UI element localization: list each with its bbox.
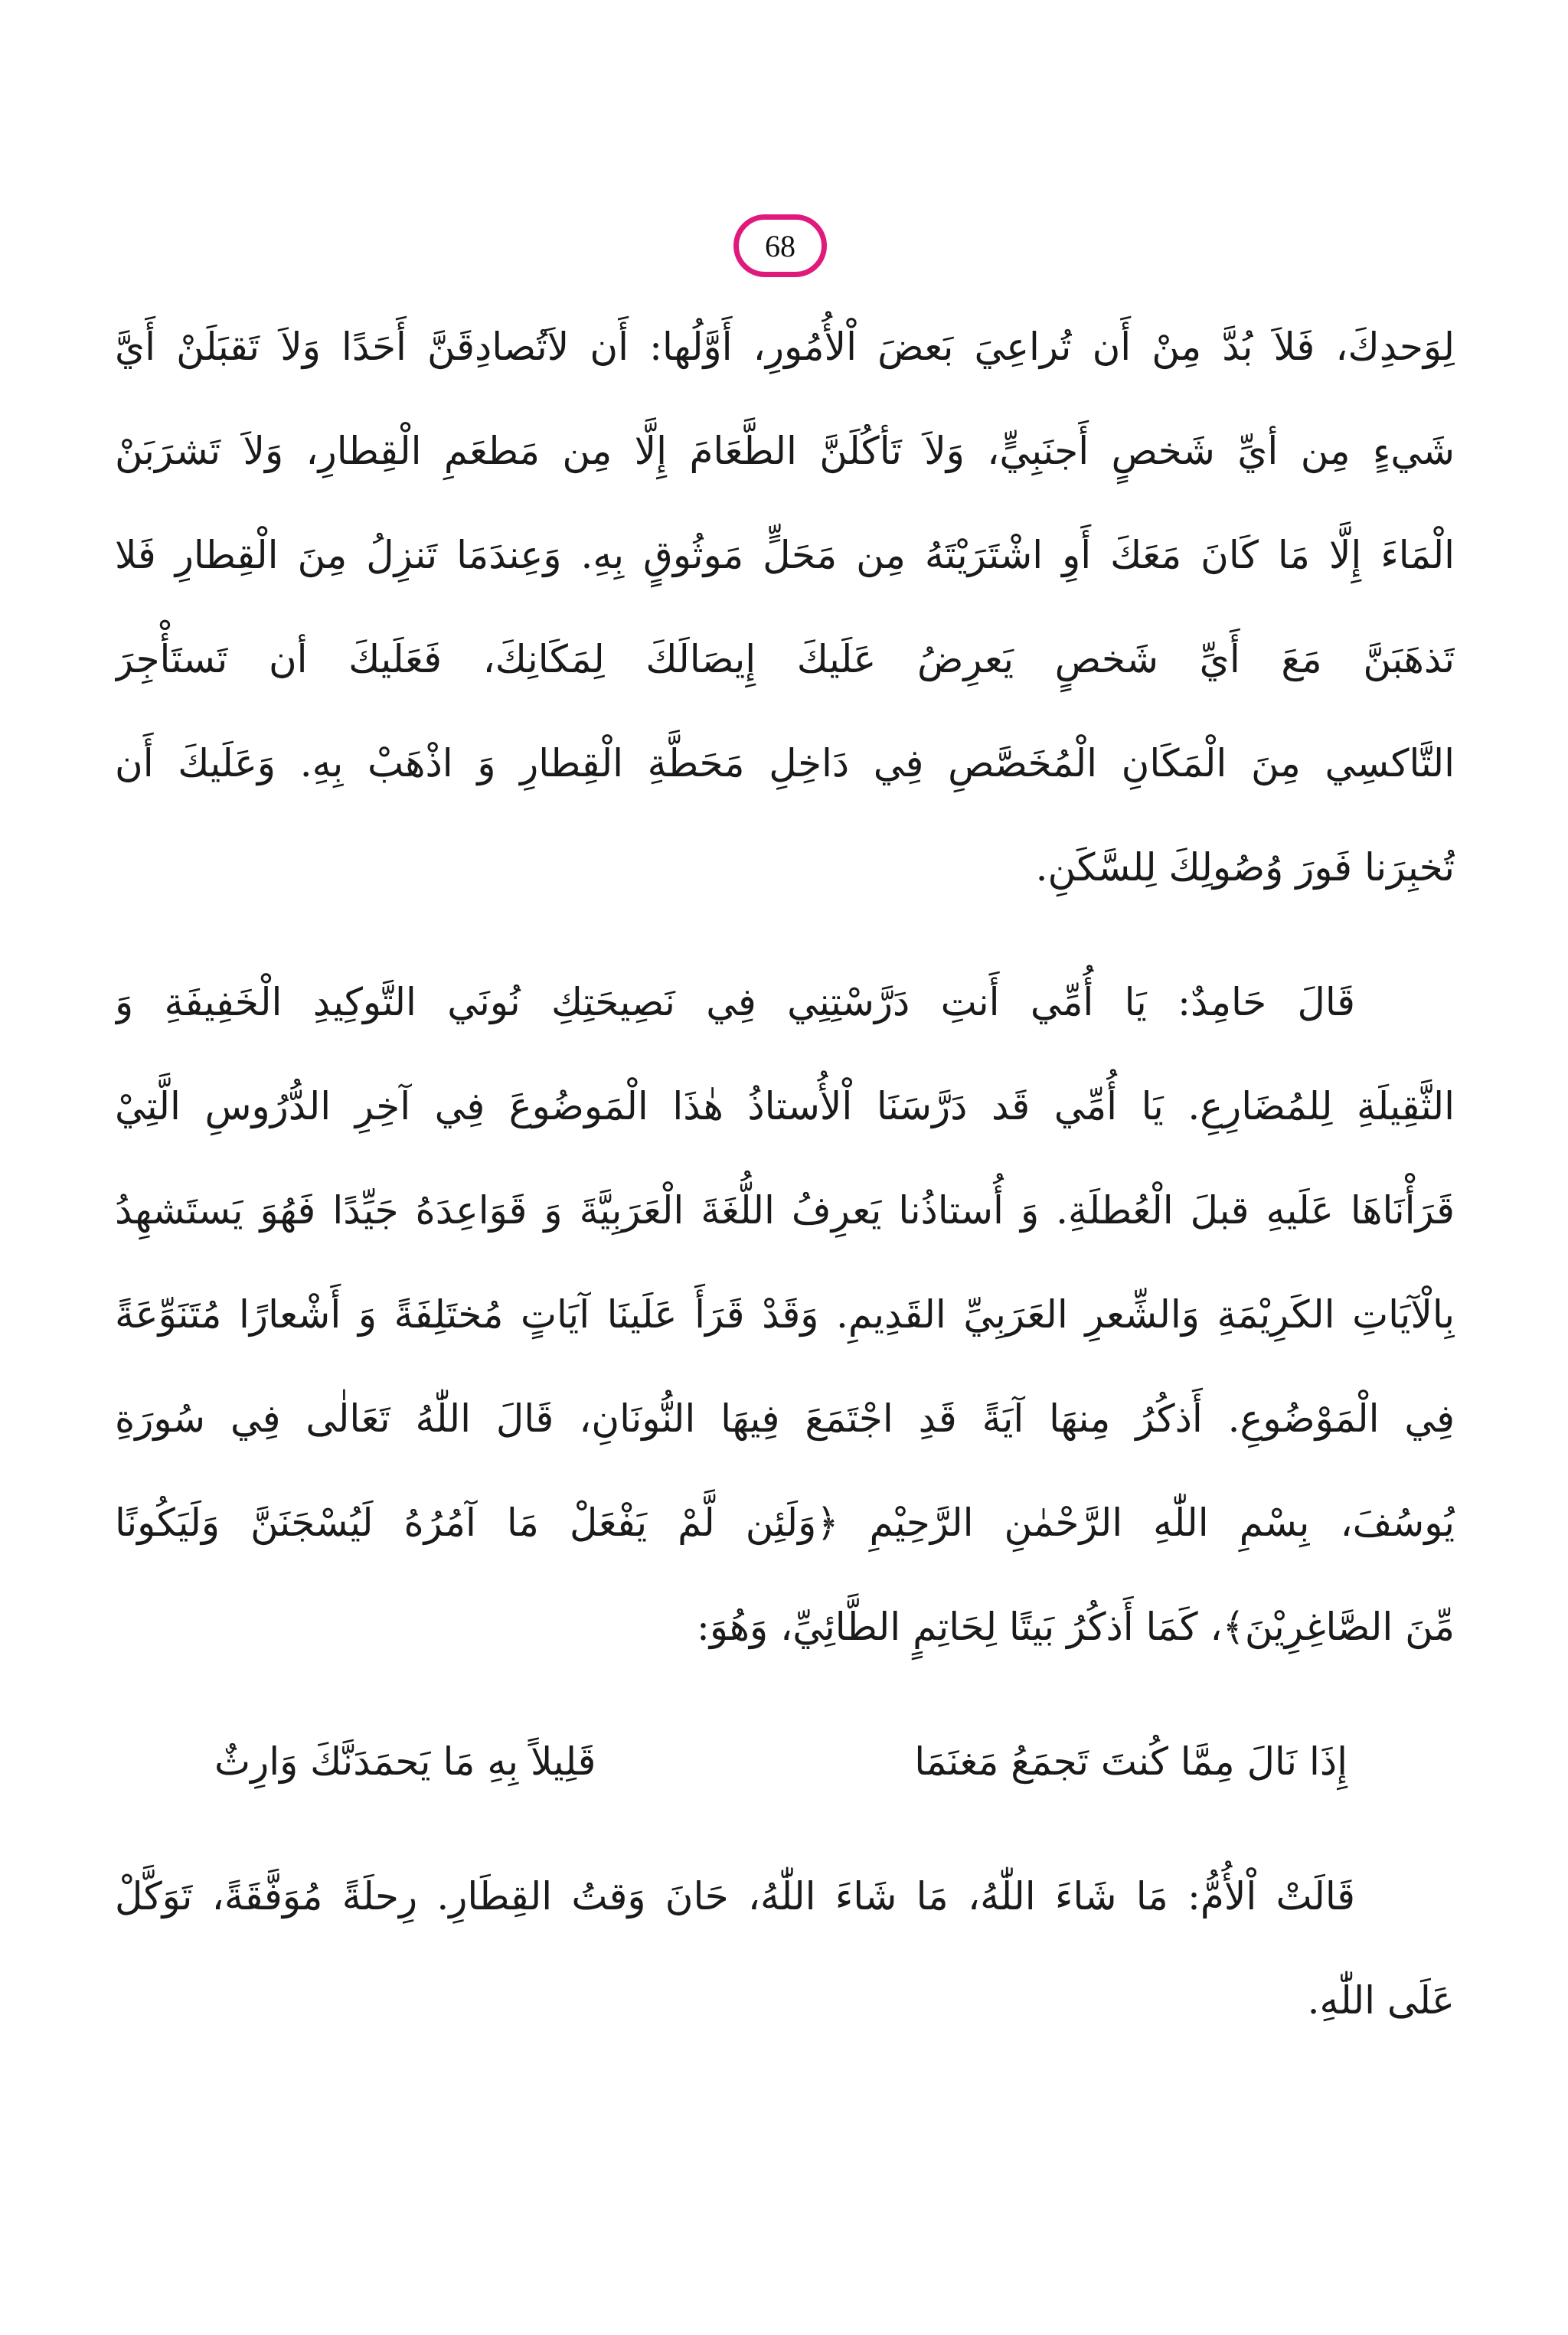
text-line: يُوسُفَ، بِسْمِ اللّٰهِ الرَّحْمٰنِ الرَّحِيْمِ ﴿وَلَئِن لَّمْ يَفْعَلْ مَا آمُرُهُ لَيُسْجَنَنَّ وَلَيَكُونًا [115,1501,1455,1545]
text-line: الْمَاءَ إِلَّا مَا كَانَ مَعَكَ أَوِ اشْتَرَيْتَهُ مِن مَحَلٍّ مَوثُوقٍ بِهِ. وَعِندَمَا تَنزِلُ مِنَ الْقِطارِ فَلا [115,533,1455,577]
text-line: التَّاكسِي مِنَ الْمَكَانِ الْمُخَصَّصِ فِي دَاخِلِ مَحَطَّةِ الْقِطارِ وَ اذْهَبْ بِهِ. وَعَلَيكَ أَن [115,741,1455,785]
text-line: الثَّقِيلَةِ لِلمُضَارِعِ. يَا أُمِّي قَد دَرَّسَنَا اْلأُستاذُ هٰذَا الْمَوضُوعَ فِي آخِرِ الدُّرُوسِ الَّتِيْ [115,1084,1455,1128]
text-line: تُخبِرَنا فَورَ وُصُولِكَ لِلسَّكَنِ. [1035,845,1455,890]
paragraph-hamid-reply [115,950,1455,1679]
verse-second-hemistich: قَلِيلاً بِهِ مَا يَحمَدَنَّكَ وَارِثٌ [214,1739,596,1784]
text-line: بِالْآيَاتِ الكَرِيْمَةِ وَالشِّعرِ العَرَبِيِّ القَدِيمِ. وَقَدْ قَرَأَ عَلَينَا آيَاتٍ مُختَلِفَةً وَ أَشْعارًا مُتَنَوِّعَةً [115,1292,1455,1337]
text-line: شَيءٍ مِن أيِّ شَخصٍ أَجنَبِيٍّ، وَلاَ تَأكُلَنَّ الطَّعَامَ إِلَّا مِن مَطعَمِ الْقِطارِ، وَلاَ تَشرَبَنْ [115,429,1455,473]
text-line: قَالَ حَامِدٌ: يَا أُمِّي أَنتِ دَرَّسْتِنِي فِي نَصِيحَتِكِ نُونَي التَّوكِيدِ الْخَفِيفَةِ وَ [115,980,1355,1024]
text-line: فِي الْمَوْضُوعِ. أَذكُرُ مِنهَا آيَةً قَدِ اجْتَمَعَ فِيهَا النُّونَانِ، قَالَ اللّٰهُ تَعَالٰى فِي سُورَةِ [115,1396,1455,1441]
text-line: مِّنَ الصَّاغِرِيْنَ﴾، كَمَا أَذكُرُ بَيتًا لِحَاتِمٍ الطَّائِيِّ، وَهُوَ: [696,1605,1455,1649]
poem-verse [115,1710,1455,1814]
page-number: 68 [733,214,827,277]
text-line: لِوَحدِكَ، فَلاَ بُدَّ مِنْ أَن تُراعِيَ بَعضَ اْلأُمُورِ، أَوَّلُها: أَن لاَتُصادِقَنَّ أَحَدًا وَلاَ تَقبَلَنْ أَيَّ [115,325,1455,369]
text-line: قَرَأْنَاهَا عَلَيهِ قبلَ الْعُطلَةِ. وَ أُستاذُنا يَعرِفُ اللُّغَةَ الْعَرَبِيَّةَ وَ قَوَاعِدَهُ جَيِّدًا فَهُوَ يَستَشهِدُ [115,1188,1455,1233]
text-line: تَذهَبَنَّ مَعَ أَيِّ شَخصٍ يَعرِضُ عَلَيكَ إِيصَالَكَ لِمَكَانِكَ، فَعَلَيكَ أن تَستَأْجِرَ [115,637,1455,681]
text-line: قَالَتْ اْلأُمُّ: مَا شَاءَ اللّٰهُ، مَا شَاءَ اللّٰهُ، حَانَ وَقتُ القِطَارِ. رِحلَةً مُوَفَّقَةً، تَوَكَّلْ [115,1874,1355,1919]
page-content [115,295,1455,2053]
verse-first-hemistich: إِذَا نَالَ مِمَّا كُنتَ تَجمَعُ مَغنَمَا [914,1739,1348,1784]
paragraph-mother-reply [115,1844,1455,2053]
text-line: عَلَى اللّٰهِ. [1307,1978,1455,2023]
paragraph-travel-advice [115,295,1455,919]
